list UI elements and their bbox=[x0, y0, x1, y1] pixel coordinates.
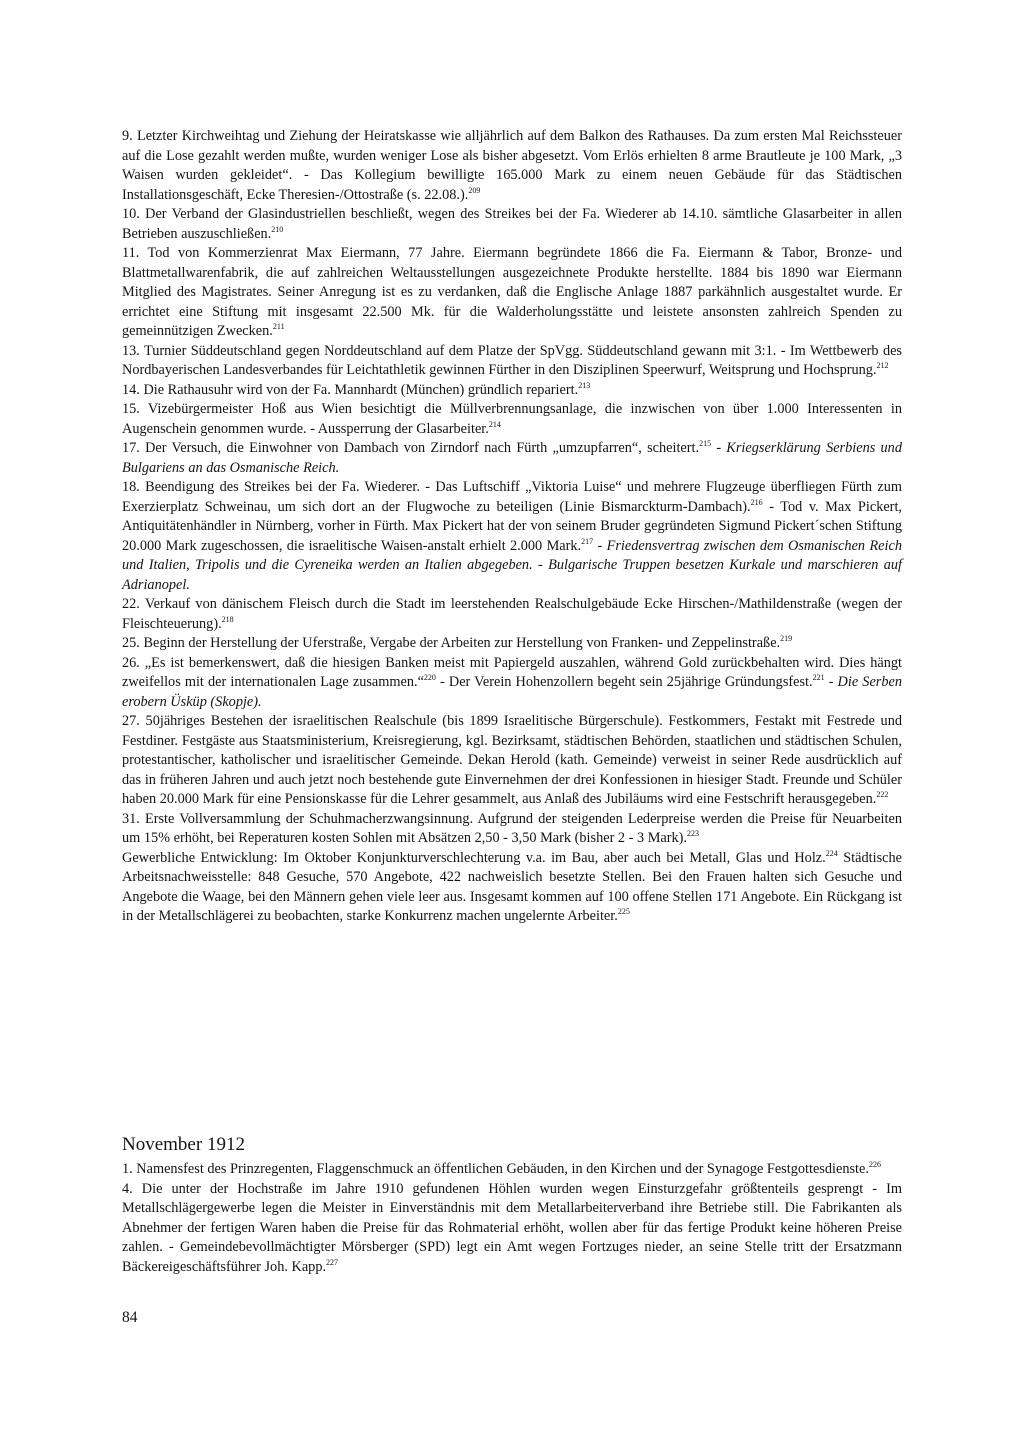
entry-nov-01 bbox=[122, 1160, 902, 1180]
footnote-ref: 222 bbox=[876, 790, 889, 799]
footnote-ref: 220 bbox=[423, 673, 436, 682]
world-event-text: - Friedensvertrag zwischen dem Osmanischen Reich und Italien, Tripolis und die Cyreneika werden an Italien abgegeben. - Bulgarische Truppen besetzen Kurkale und marschieren auf Adrianopel. bbox=[122, 537, 902, 593]
entry-text: 26. „Es ist bemerkenswert, daß die hiesigen Banken meist mit Papiergeld auszahlen, während Gold zurückbehalten wird. Dies hängt zweifellos mit der internationalen Lage zusammen.“ bbox=[122, 654, 902, 690]
footnote-ref: 215 bbox=[699, 439, 712, 448]
entry-text: 18. Beendigung des Streikes bei der Fa. Wiederer. - Das Luftschiff „Viktoria Luise“ und mehrere Flugzeuge überfliegen Fürth zum Exerzierplatz Schweinau, um sich dort an der Flugwoche zu beteiligen (Linie Bismarckturm-Dambach). bbox=[122, 479, 902, 515]
footnote-ref: 210 bbox=[271, 224, 284, 234]
footnote-ref: 212 bbox=[876, 361, 889, 370]
entry-oct-15 bbox=[122, 400, 902, 439]
world-event-text: - Kriegserklärung Serbiens und Bulgariens an das Osmanische Reich. bbox=[122, 440, 902, 476]
entry-text: 10. Der Verband der Glasindustriellen beschließt, wegen des Streikes bei der Fa. Wiederer ab 14.10. sämtliche Glasarbeiter in allen Betrieben auszuschließen. bbox=[122, 206, 902, 242]
footnote-ref: 223 bbox=[687, 829, 699, 838]
entry-text-continued: - Tod v. Max Pickert, Antiquitätenhändler in Nürnberg, vorher in Fürth. Max Pickert hat der von seinem Bruder gegründeten Sigmund Pickert´schen Stiftung 20.000 Mark zugeschossen, die israelitische Waisen-anstalt erhielt 2.000 Mark. bbox=[122, 498, 902, 554]
footnote-ref: 219 bbox=[780, 634, 793, 643]
entry-text: 13. Turnier Süddeutschland gegen Norddeutschland auf dem Platze der SpVgg. Süddeutschland gewann mit 3:1. - Im Wettbewerb des Nordbayerischen Landesverbandes für Leichtathletik gewinnen Fürther in den Disziplinen Speerwurf, Weitsprung und Hochsprung. bbox=[122, 342, 902, 378]
footnote-ref: 211 bbox=[272, 322, 285, 331]
footnote-ref: 227 bbox=[326, 1257, 339, 1267]
footnote-ref: 209 bbox=[468, 185, 481, 195]
entry-text: 11. Tod von Kommerzienrat Max Eiermann, 77 Jahre. Eiermann begründete 1866 die Fa. Eiermann & Tabor, Bronze- und Blattmetallwarenfabrik, die auf zahlreichen Weltausstellungen ausgezeichnete Produkte herstellte. 1884 bis 1890 war Eiermann Mitglied des Magistrates. Seiner Anregung ist es zu verdanken, daß die Englische Anlage 1887 parkähnlich ausgestaltet wurde. Er errichtet eine Stiftung mit insgesamt 22.500 Mk. für die Walderholungsstätte und leistete ansonsten zahlreich Spenden zu gemeinnützigen Zwecken. bbox=[122, 245, 902, 339]
footnote-ref: 216 bbox=[750, 497, 763, 507]
entry-text-continued: - Der Verein Hohenzollern begeht sein 25jährige Gründungsfest. bbox=[435, 674, 813, 690]
footnote-ref: 214 bbox=[488, 419, 501, 429]
footnote-ref: 213 bbox=[578, 380, 591, 390]
footnote-ref: 218 bbox=[221, 614, 234, 624]
entry-text: 9. Letzter Kirchweihtag und Ziehung der Heiratskasse wie alljährlich auf dem Balkon des Rathauses. Da zum ersten Mal Reichssteuer auf die Lose gezahlt werden mußte, wurden weniger Lose als bisher abgesetzt. Vom Erlös erhielten 8 arme Brautleute je 100 Mark, „3 Waisen wurden gekleidet“. - Das Kollegium bewilligte 165.000 Mark zu einem neuen Gebäude für das Städtischen Installationsgeschäft, Ecke Theresien-/Ottostraße (s. 22.08.). bbox=[122, 128, 902, 203]
entry-text: 25. Beginn der Herstellung der Uferstraße, Vergabe der Arbeiten zur Herstellung von Franken- und Zeppelinstraße. bbox=[122, 635, 781, 651]
entry-text: 1. Namensfest des Prinzregenten, Flaggenschmuck an öffentlichen Gebäuden, in den Kirchen und der Synagoge Festgottesdienste. bbox=[122, 1161, 869, 1177]
entry-text: 27. 50jähriges Bestehen der israelitischen Realschule (bis 1899 Israelitische Bürgerschule). Festkommers, Festakt mit Festrede und Festdiner. Festgäste aus Staatsministerium, Kreisregierung, kgl. Bezirksamt, städtischen Behörden, staatlichen und städtischen Schulen, protestantischer, katholischer und israelitischer Gemeinde. Dekan Herold (kath. Gemeinde) verweist in seiner Rede ausdrücklich auf das in früheren Jahren und auch jetzt noch bestehende gute Einvernehmen der drei Konfessionen in hiesiger Stadt. Freunde und Schüler haben 20.000 Mark für eine Pensionskasse für die Lehrer gesammelt, aus Anlaß des Jubiläums wird eine Festschrift herausgegeben. bbox=[122, 713, 902, 807]
november-entries bbox=[122, 1160, 902, 1277]
entry-oct-22 bbox=[122, 595, 902, 634]
month-heading: November 1912 bbox=[122, 1134, 245, 1155]
footnote-ref: 221 bbox=[812, 673, 825, 682]
entry-text: 22. Verkauf von dänischem Fleisch durch die Stadt im leerstehenden Realschulgebäude Ecke Hirschen-/Mathildenstraße (wegen der Fleischteuerung). bbox=[122, 596, 902, 632]
october-entries bbox=[122, 127, 902, 927]
footnote-ref: 226 bbox=[868, 1160, 881, 1169]
world-event-text: - Die Serben erobern Üsküp (Skopje). bbox=[122, 674, 902, 710]
entry-oct-economy bbox=[122, 849, 902, 927]
entry-oct-09 bbox=[122, 127, 902, 205]
entry-oct-26 bbox=[122, 654, 902, 713]
entry-oct-17 bbox=[122, 439, 902, 478]
entry-text: 15. Vizebürgermeister Hoß aus Wien besichtigt die Müllverbrennungsanlage, die inzwischen von über 1.000 Interessenten in Augenschein genommen wurde. - Aussperrung der Glasarbeiter. bbox=[122, 401, 902, 437]
entry-oct-18 bbox=[122, 478, 902, 595]
entry-oct-31 bbox=[122, 810, 902, 849]
entry-text: 4. Die unter der Hochstraße im Jahre 1910 gefundenen Höhlen wurden wegen Einsturzgefahr größtenteils gesprengt - Im Metallschlägergewerbe legen die Meister in Einverständnis mit dem Metallarbeiterverband ihre Betriebe still. Die Fabrikanten als Abnehmer der fertigen Waren haben die Preise für das Rohmaterial erhöht, wollen aber für das fertige Produkt keine höheren Preise zahlen. - Gemeindebevollmächtigter Mörsberger (SPD) legt ein Amt wegen Fortzuges nieder, an seine Stelle tritt der Ersatzmann Bäckereigeschäftsführer Joh. Kapp. bbox=[122, 1180, 902, 1275]
footnote-ref: 224 bbox=[825, 848, 838, 858]
entry-text: 31. Erste Vollversammlung der Schuhmacherzwangsinnung. Aufgrund der steigenden Lederpreise werden die Preise für Neuarbeiten um 15% erhöht, bei Reperaturen kosten Sohlen mit Absätzen 2,50 - 3,50 Mark (bisher 2 - 3 Mark). bbox=[122, 810, 902, 846]
entry-text: 14. Die Rathausuhr wird von der Fa. Mannhardt (München) gründlich repariert. bbox=[122, 381, 579, 398]
entry-oct-14 bbox=[122, 381, 902, 401]
entry-text: 17. Der Versuch, die Einwohner von Dambach von Zirndorf nach Fürth „umzupfarren“, scheitert. bbox=[122, 440, 700, 456]
footnote-ref: 225 bbox=[617, 907, 630, 916]
footnote-ref: 217 bbox=[581, 536, 594, 546]
entry-oct-13 bbox=[122, 342, 902, 381]
entry-oct-25 bbox=[122, 634, 902, 654]
page-number: 84 bbox=[122, 1309, 138, 1326]
entry-nov-04 bbox=[122, 1180, 902, 1278]
entry-text: Gewerbliche Entwicklung: Im Oktober Konjunkturverschlechterung v.a. im Bau, aber auch bei Metall, Glas und Holz. bbox=[122, 849, 826, 866]
entry-text-continued: Städtische Arbeitsnachweisstelle: 848 Gesuche, 570 Angebote, 422 nachweislich besetzte Stellen. Bei den Frauen halten sich Gesuche und Angebote die Waage, bei den Männern gehen viele leer aus. Insgesamt kommen auf 100 offene Stellen 171 Angebote. Ein Rückgang ist in der Metallschlägerei zu beobachten, starke Konkurrenz machen ungelernte Arbeiter. bbox=[122, 849, 902, 924]
entry-oct-11 bbox=[122, 244, 902, 342]
entry-oct-10 bbox=[122, 205, 902, 244]
entry-oct-27 bbox=[122, 712, 902, 810]
